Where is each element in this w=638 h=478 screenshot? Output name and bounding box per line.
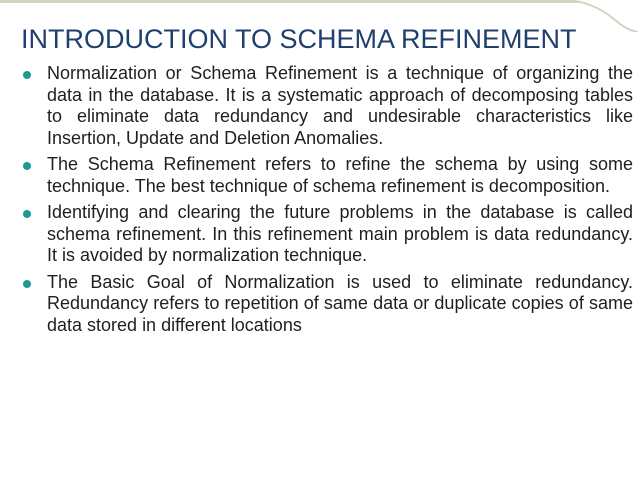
bullet-text: The Basic Goal of Normalization is used to eliminate redundancy. Redundancy refers to repetition of same data or duplicate copies of same data stored in different locations [47,271,633,335]
bullet-text: Identifying and clearing the future problems in the database is called schema refinement. In this refinement main problem is data redundancy. It is avoided by normalization technique. [47,202,633,265]
bullet-item-refinement-meaning [0,154,638,197]
bullet-marker-icon [23,210,31,218]
bullet-marker-icon [23,71,31,79]
bullet-item-normalization-goal [0,272,638,337]
bullet-marker-icon [23,280,31,288]
top-decorative-rule [0,0,638,3]
slide-title: INTRODUCTION TO SCHEMA REFINEMENT [21,24,577,54]
bullet-text: The Schema Refinement refers to refine the schema by using some technique. The best technique of schema refinement is decomposition. [47,154,633,196]
bullet-text: Normalization or Schema Refinement is a technique of organizing the data in the database. It is a systematic approach of decomposing tables to eliminate data redundancy and undesirable characteristics like Insertion, Update and Deletion Anomalies. [47,63,633,148]
bullet-item-normalization-definition [0,63,638,149]
bullet-item-problem-identification [0,202,638,267]
bullet-marker-icon [23,162,31,170]
bullet-list [0,63,638,336]
